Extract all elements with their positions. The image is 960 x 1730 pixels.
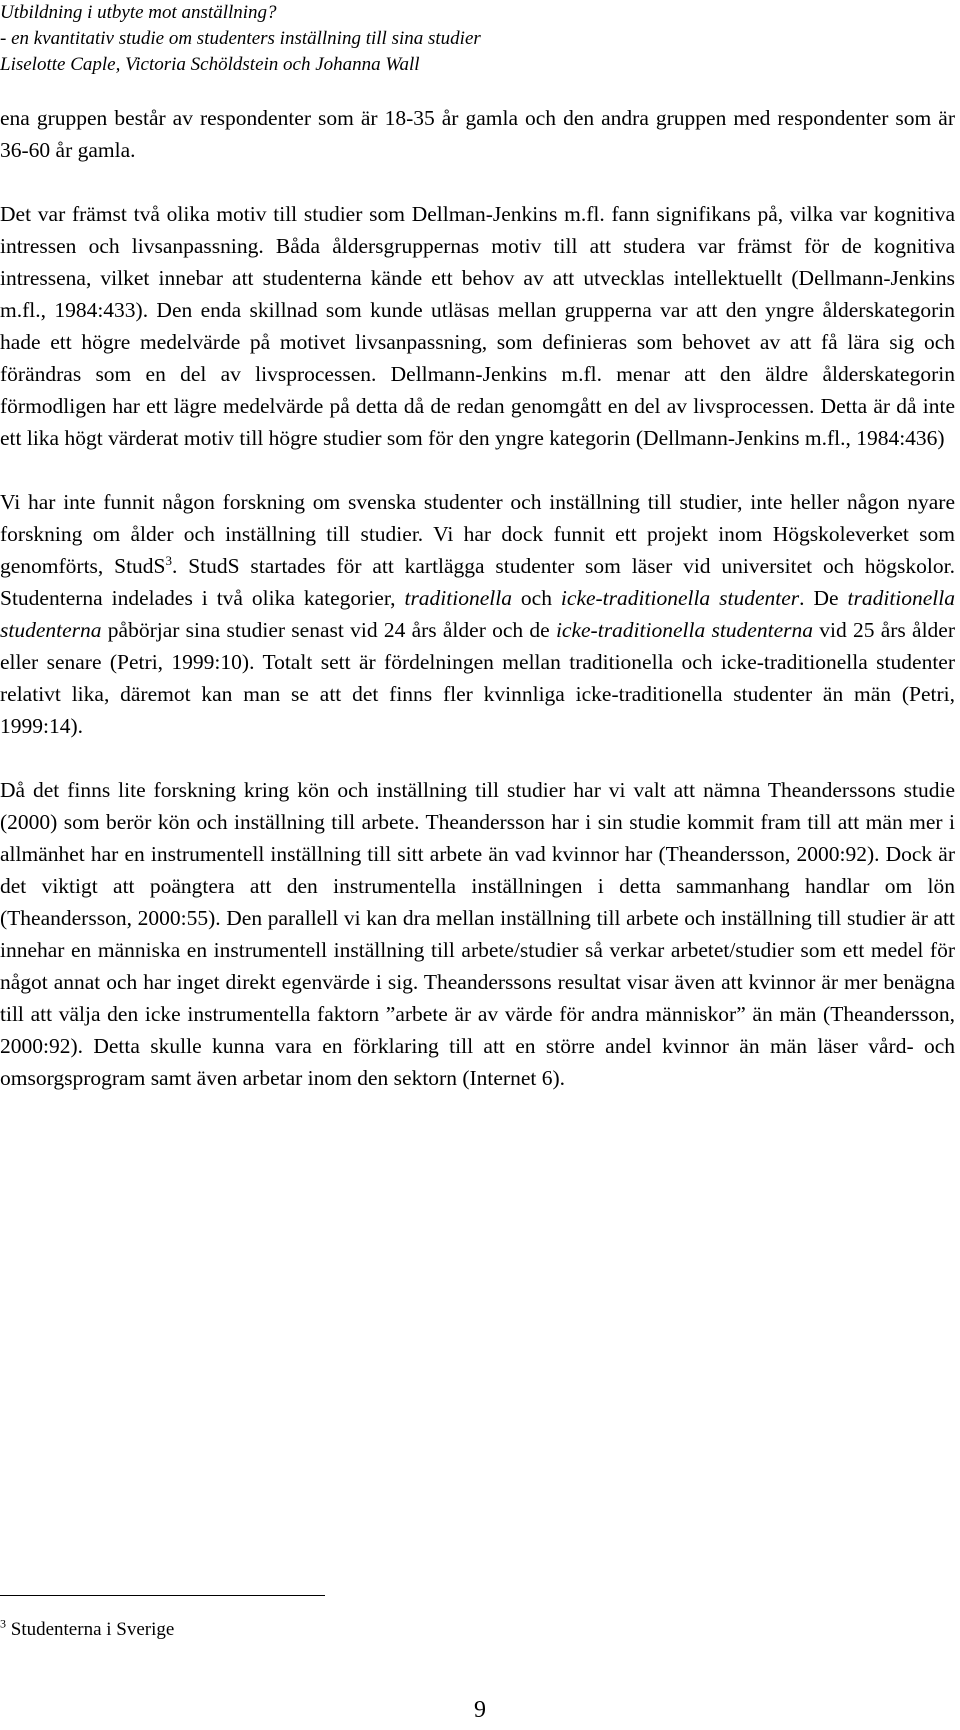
paragraph-2: Det var främst två olika motiv till studier som Dellman-Jenkins m.fl. fann signifikans på, vilka var kognitiva intressen och livsanpassning. Båda åldersgruppernas motiv till att studera var främst för de kognitiva intressena, vilket innebar att studenterna kände ett behov av att utvecklas intellektuellt (Dellmann-Jenkins m.fl., 1984:433). Den enda skillnad som kunde utläsas mellan grupperna var att den yngre ålderskategorin hade ett högre medelvärde på motivet livsanpassning, som definieras som behovet av att få lära sig och förändras som en del av livsprocessen. Dellmann-Jenkins m.fl. menar att den äldre ålderskategorin förmodligen har ett lägre medelvärde på detta då de redan genomgått en del av livsprocessen. Detta är då inte ett lika högt värderat motiv till högre studier som för den yngre kategorin (Dellmann-Jenkins m.fl., 1984:436) (0, 202, 955, 450)
paragraph-1: ena gruppen består av respondenter som är 18-35 år gamla och den andra gruppen med respondenter som är 36-60 år gamla. (0, 106, 955, 162)
header-title: Utbildning i utbyte mot anställning? (0, 2, 277, 23)
header-authors: Liselotte Caple, Victoria Schöldstein och Johanna Wall (0, 54, 420, 75)
paragraph-3-text: påbörjar sina studier senast vid 24 års ålder och de (101, 618, 556, 642)
italic-term: icke-traditionella studenter (560, 586, 800, 610)
footnote (0, 1618, 174, 1642)
paragraph-3-text: . StudS startades för att kartlägga studenter som läser vid universitet och högskolor. Studenterna indelades i två olika kategorier, (0, 554, 955, 610)
paragraph-3-text: Vi har inte funnit någon forskning om svenska studenter och inställning till studier, inte heller någon nyare forskning om ålder och inställning till studier. Vi har dock funnit ett projekt inom Högskoleverket som genomförts, StudS (0, 490, 955, 578)
paragraph-3-text: och (511, 586, 561, 610)
footnote-text: Studenterna i Sverige (6, 1619, 175, 1640)
paragraph-3-text: vid 25 års ålder eller senare (Petri, 1999:10). Totalt sett är fördelningen mellan traditionella och icke-traditionella studenter relativt lika, däremot kan man se att det finns fler kvinnliga icke-traditionella studenter än män (Petri, 1999:14). (0, 618, 955, 738)
italic-term: icke-traditionella studenterna (555, 618, 813, 642)
page-number: 9 (474, 1697, 486, 1723)
paragraph-3-text: . De (799, 586, 848, 610)
footnote-reference: 3 (165, 552, 173, 568)
header-subtitle: - en kvantitativ studie om studenters inställning till sina studier (0, 28, 481, 49)
italic-term: traditionella (404, 586, 512, 610)
paragraph-3 (0, 486, 955, 742)
italic-term: traditionella studenterna (0, 586, 955, 642)
footnote-marker: 3 (0, 1616, 6, 1631)
paragraph-4: Då det finns lite forskning kring kön och inställning till studier har vi valt att nämna Theanderssons studie (2000) som berör kön och inställning till arbete. Theandersson har i sin studie kommit fram till att män mer i allmänhet har en instrumentell inställning till sitt arbete än vad kvinnor har (Theandersson, 2000:92). Dock är det viktigt att poängtera att den instrumentella inställningen i detta sammanhang handlar om lön (Theandersson, 2000:55). Den parallell vi kan dra mellan inställning till arbete och inställning till studier är att innehar en människa en instrumentell inställning till arbete/studier så verkar arbetet/studier som ett medel för något annat och har inget direkt egenvärde i sig. Theanderssons resultat visar även att kvinnor är mer benägna till att välja den icke instrumentella faktorn ”arbete är av värde för andra människor” än män (Theandersson, 2000:92). Detta skulle kunna vara en förklaring till att en större andel kvinnor än män läser vård- och omsorgsprogram samt även arbetar inom den sektorn (Internet 6). (0, 778, 955, 1090)
body-text (0, 102, 955, 1094)
running-header (0, 0, 940, 78)
footnote-divider (0, 1595, 325, 1596)
